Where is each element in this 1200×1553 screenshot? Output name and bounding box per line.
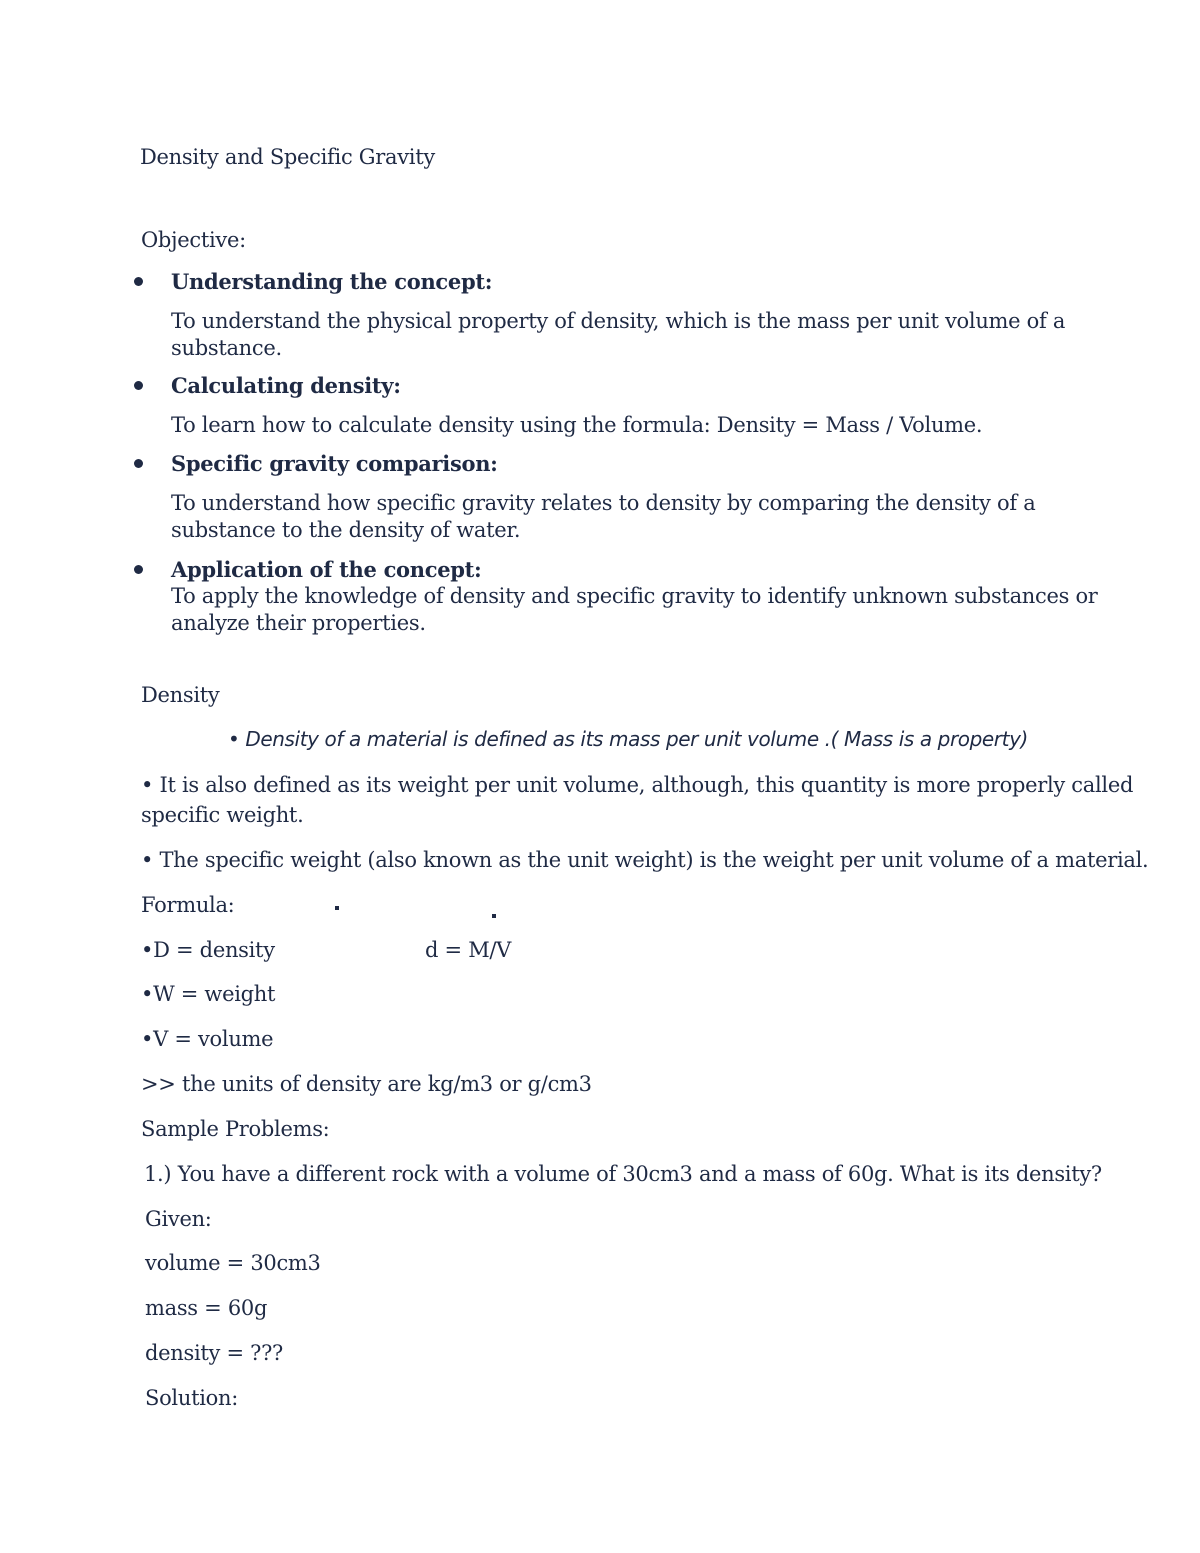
objective-heading: Application of the concept:: [171, 557, 482, 582]
units-note: >> the units of density are kg/m3 or g/cm3: [141, 1072, 592, 1096]
bullet-icon: [134, 277, 143, 286]
stray-mark: [335, 906, 339, 910]
bullet-icon: [134, 459, 143, 468]
objective-heading: Specific gravity comparison:: [171, 451, 498, 476]
objective-label: Objective:: [141, 228, 246, 252]
italic-definition: • Density of a material is defined as its mass per unit volume .( Mass is a property): [228, 727, 1028, 751]
objective-text: substance to the density of water.: [171, 518, 521, 542]
solution-label: Solution:: [145, 1386, 238, 1410]
given-density: density = ???: [145, 1341, 284, 1365]
objective-text: analyze their properties.: [171, 611, 426, 635]
stray-mark: [492, 914, 496, 918]
definition-w: •W = weight: [141, 982, 276, 1006]
objective-text: To apply the knowledge of density and specific gravity to identify unknown substances or: [171, 584, 1098, 608]
formula-label: Formula:: [141, 893, 235, 917]
paragraph-line: • It is also defined as its weight per unit volume, although, this quantity is more properly called: [141, 773, 1134, 797]
bullet-icon: [134, 381, 143, 390]
section-heading: Density: [141, 683, 220, 707]
page-title: Density and Specific Gravity: [140, 145, 435, 169]
formula-expression: d = M/V: [425, 938, 512, 962]
given-label: Given:: [145, 1207, 212, 1231]
problem-text: 1.) You have a different rock with a volume of 30cm3 and a mass of 60g. What is its density?: [144, 1162, 1102, 1186]
objective-heading: Calculating density:: [171, 373, 401, 398]
given-mass: mass = 60g: [145, 1296, 268, 1320]
objective-text: To understand how specific gravity relates to density by comparing the density of a: [171, 491, 1036, 515]
definition-v: •V = volume: [141, 1027, 274, 1051]
objective-text: substance.: [171, 336, 282, 360]
paragraph-line: • The specific weight (also known as the unit weight) is the weight per unit volume of a material.: [141, 848, 1149, 872]
sample-problems-label: Sample Problems:: [141, 1117, 330, 1141]
objective-text: To understand the physical property of density, which is the mass per unit volume of a: [171, 309, 1066, 333]
paragraph-line: specific weight.: [141, 803, 304, 827]
objective-text: To learn how to calculate density using the formula: Density = Mass / Volume.: [171, 413, 983, 437]
definition-d: •D = density: [141, 938, 275, 962]
given-volume: volume = 30cm3: [145, 1251, 321, 1275]
objective-heading: Understanding the concept:: [171, 269, 493, 294]
bullet-icon: [134, 565, 143, 574]
